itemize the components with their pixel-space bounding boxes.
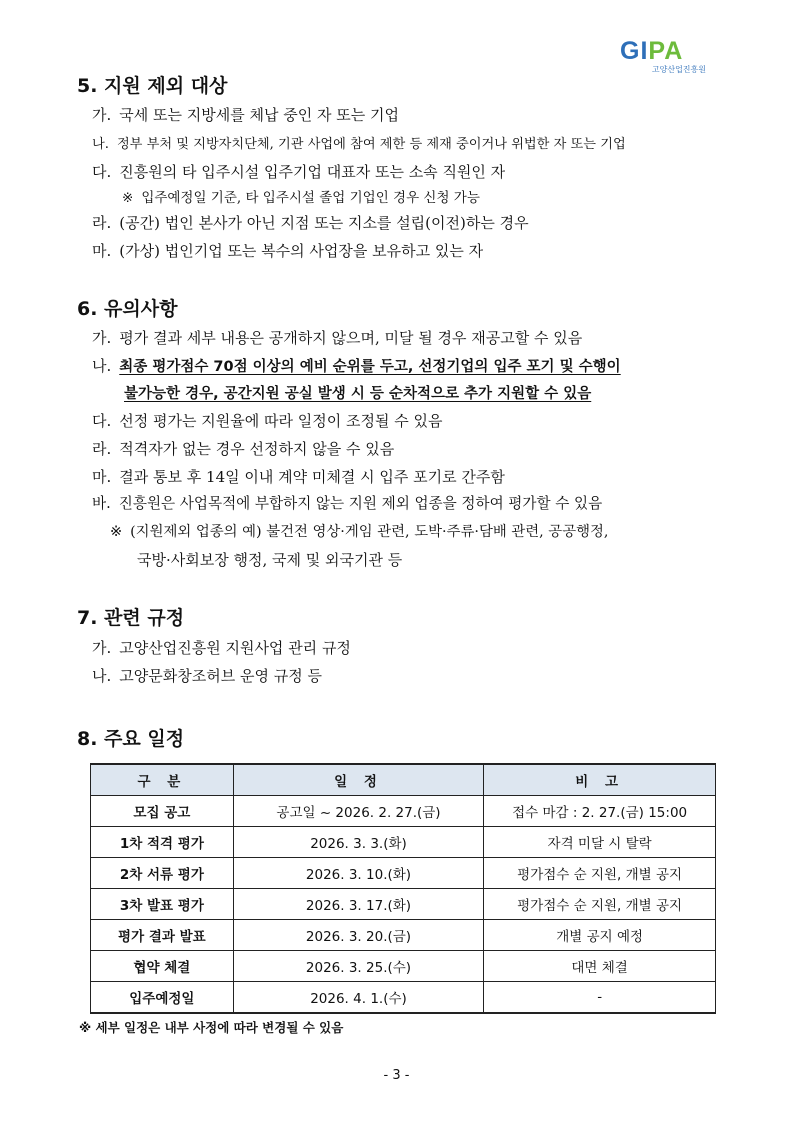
list-item: 마. (가상) 법인기업 또는 복수의 사업장을 보유하고 있는 자 xyxy=(92,242,484,260)
list-note: ※ (지원제외 업종의 예) 불건전 영상·게임 관련, 도박·주류·담배 관련, 공공행정, xyxy=(110,524,609,540)
list-item: 가. 국세 또는 지방세를 체납 중인 자 또는 기업 xyxy=(92,106,399,124)
table-row xyxy=(91,889,716,920)
schedule-footnote: ※ 세부 일정은 내부 사정에 따라 변경될 수 있음 xyxy=(79,1020,344,1035)
row-note: 자격 미달 시 탈락 xyxy=(484,827,716,858)
row-date: 공고일 ~ 2026. 2. 27.(금) xyxy=(233,796,484,827)
section-6-heading: 6. 유의사항 xyxy=(77,298,178,320)
table-row xyxy=(91,827,716,858)
row-date: 2026. 3. 20.(금) xyxy=(233,920,484,951)
row-note: 평가점수 순 지원, 개별 공지 xyxy=(484,889,716,920)
row-date: 2026. 3. 25.(수) xyxy=(233,951,484,982)
row-label: 1차 적격 평가 xyxy=(91,827,234,858)
table-row xyxy=(91,951,716,982)
row-date: 2026. 3. 17.(화) xyxy=(233,889,484,920)
list-item: 나. 고양문화창조허브 운영 규정 등 xyxy=(92,667,322,685)
column-header-schedule: 일 정 xyxy=(233,764,484,796)
list-item-emphasis-cont: 불가능한 경우, 공간지원 공실 발생 시 등 순차적으로 추가 지원할 수 있음 xyxy=(124,386,592,402)
row-date: 2026. 3. 10.(화) xyxy=(233,858,484,889)
row-label: 2차 서류 평가 xyxy=(91,858,234,889)
gipa-logo xyxy=(620,38,712,74)
list-item: 가. 고양산업진흥원 지원사업 관리 규정 xyxy=(92,639,351,657)
list-item: 라. 적격자가 없는 경우 선정하지 않을 수 있음 xyxy=(92,440,395,458)
section-8-heading: 8. 주요 일정 xyxy=(77,728,185,750)
list-item: 다. 선정 평가는 지원율에 따라 일정이 조정될 수 있음 xyxy=(92,412,443,430)
list-item: 마. 결과 통보 후 14일 이내 계약 미체결 시 입주 포기로 간주함 xyxy=(92,468,505,486)
table-row xyxy=(91,920,716,951)
row-note: 평가점수 순 지원, 개별 공지 xyxy=(484,858,716,889)
row-label: 평가 결과 발표 xyxy=(91,920,234,951)
list-note: ※ 입주예정일 기준, 타 입주시설 졸업 기업인 경우 신청 가능 xyxy=(122,190,480,206)
logo-mark: GIPA xyxy=(620,37,684,65)
list-item-emphasis: 나. 최종 평가점수 70점 이상의 예비 순위를 두고, 선정기업의 입주 포기 및 수행이 xyxy=(92,357,621,375)
page-number: - 3 - xyxy=(383,1068,410,1083)
row-note: 대면 체결 xyxy=(484,951,716,982)
row-label: 모집 공고 xyxy=(91,796,234,827)
list-item: 바. 진흥원은 사업목적에 부합하지 않는 지원 제외 업종을 정하여 평가할 수 있음 xyxy=(92,495,603,512)
row-label: 입주예정일 xyxy=(91,982,234,1014)
list-note-cont: 국방·사회보장 행정, 국제 및 외국기관 등 xyxy=(137,551,403,569)
table-row xyxy=(91,796,716,827)
row-label: 3차 발표 평가 xyxy=(91,889,234,920)
table-row xyxy=(91,982,716,1014)
row-date: 2026. 3. 3.(화) xyxy=(233,827,484,858)
row-label: 협약 체결 xyxy=(91,951,234,982)
schedule-table xyxy=(90,763,716,1014)
section-7-heading: 7. 관련 규정 xyxy=(77,607,185,629)
row-date: 2026. 4. 1.(수) xyxy=(233,982,484,1014)
list-item: 가. 평가 결과 세부 내용은 공개하지 않으며, 미달 될 경우 재공고할 수 있음 xyxy=(92,329,583,347)
column-header-category: 구 분 xyxy=(91,764,234,796)
column-header-remarks: 비 고 xyxy=(484,764,716,796)
list-item: 라. (공간) 법인 본사가 아닌 지점 또는 지소를 설립(이전)하는 경우 xyxy=(92,214,529,232)
row-note: 접수 마감 : 2. 27.(금) 15:00 xyxy=(484,796,716,827)
logo-org-name: 고양산업진흥원 xyxy=(651,65,706,74)
list-item: 다. 진흥원의 타 입주시설 입주기업 대표자 또는 소속 직원인 자 xyxy=(92,163,506,181)
table-row xyxy=(91,858,716,889)
section-5-heading: 5. 지원 제외 대상 xyxy=(77,75,228,97)
row-note: 개별 공지 예정 xyxy=(484,920,716,951)
list-item: 나. 정부 부처 및 지방자치단체, 기관 사업에 참여 제한 등 제재 중이거나 위법한 자 또는 기업 xyxy=(92,137,626,152)
table-header-row xyxy=(91,764,716,796)
row-note: - xyxy=(484,982,716,1014)
